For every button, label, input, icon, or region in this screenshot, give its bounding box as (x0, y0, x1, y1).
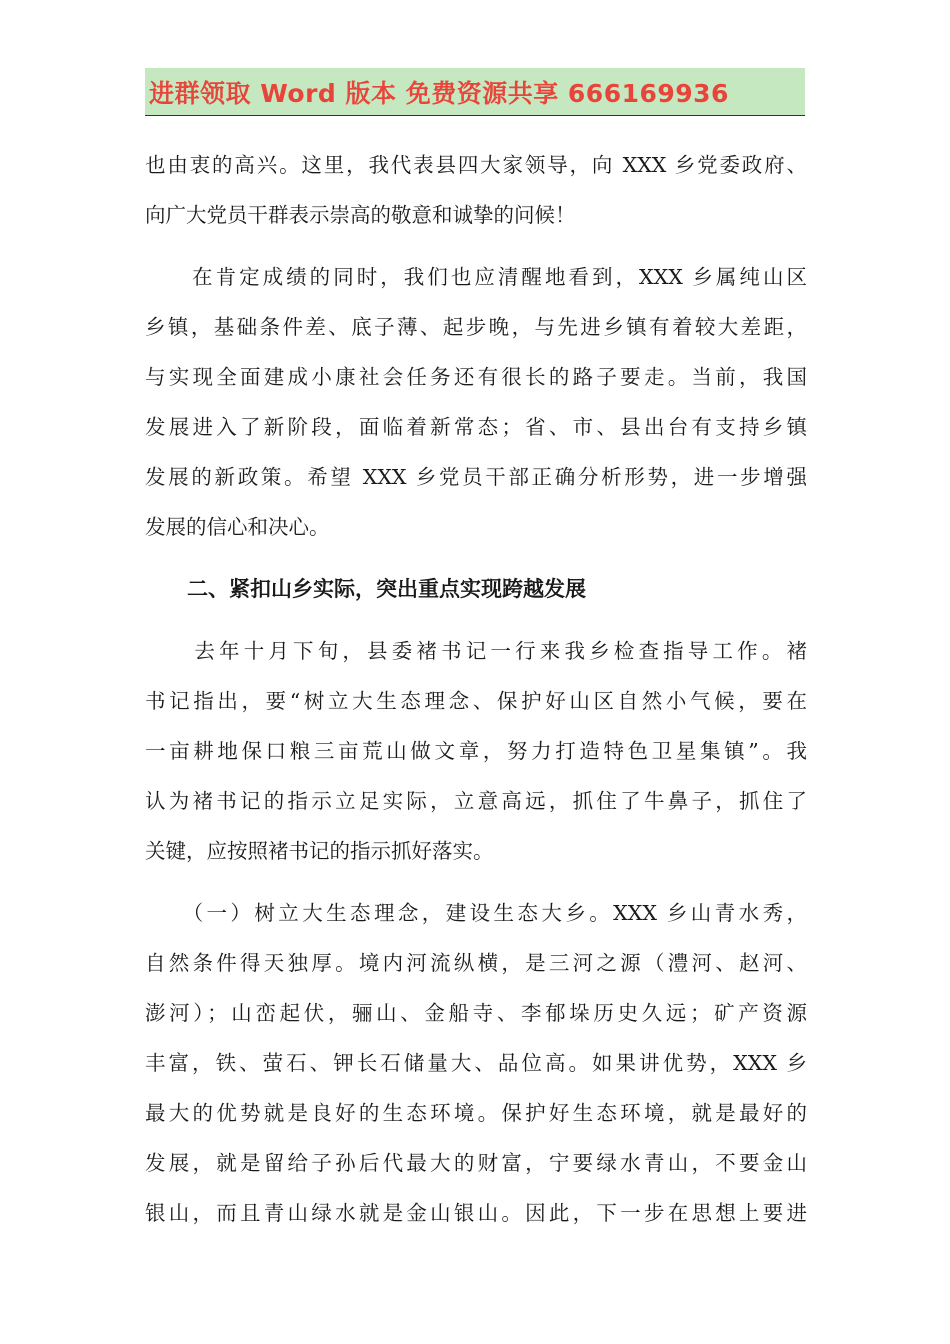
section-heading: 二、紧扣山乡实际，突出重点实现跨越发展 (145, 577, 586, 601)
text-line: 银山，而且青山绿水就是金山银山。因此，下一步在思想上要进 (145, 1201, 807, 1225)
paragraph (145, 626, 807, 876)
text-line: 去年十月下旬，县委褚书记一行来我乡检查指导工作。褚 (145, 639, 807, 663)
text-line: 书记指出，要“树立大生态理念、保护好山区自然小气候，要在 (145, 689, 807, 713)
promo-banner (145, 68, 805, 116)
text-line: 关键，应按照褚书记的指示抓好落实。 (145, 839, 494, 863)
text-line: 一亩耕地保口粮三亩荒山做文章，努力打造特色卫星集镇”。我 (145, 739, 807, 763)
text-line: 澎河）；山峦起伏，骊山、金船寺、李郁垛历史久远；矿产资源 (145, 1001, 807, 1025)
paragraph (145, 888, 807, 1238)
paragraph (145, 252, 807, 552)
promo-banner-text: 进群领取 Word 版本 免费资源共享 666169936 (149, 78, 729, 108)
text-line: 与实现全面建成小康社会任务还有很长的路子要走。当前，我国 (145, 365, 807, 389)
text-line: 最大的优势就是良好的生态环境。保护好生态环境，就是最好的 (145, 1101, 807, 1125)
text-line: 发展的新政策。希望 XXX 乡党员干部正确分析形势，进一步增强 (145, 465, 807, 489)
text-line: （一）树立大生态理念，建设生态大乡。XXX 乡山青水秀， (145, 901, 807, 925)
text-line: 也由衷的高兴。这里，我代表县四大家领导，向 XXX 乡党委政府、 (145, 153, 807, 177)
text-line: 丰富，铁、萤石、钾长石储量大、品位高。如果讲优势，XXX 乡 (145, 1051, 807, 1075)
text-line: 乡镇，基础条件差、底子薄、起步晚，与先进乡镇有着较大差距， (145, 315, 807, 339)
text-line: 自然条件得天独厚。境内河流纵横，是三河之源（澧河、赵河、 (145, 951, 807, 975)
text-line: 向广大党员干群表示崇高的敬意和诚挚的问候！ (145, 203, 576, 227)
text-line: 认为褚书记的指示立足实际，立意高远，抓住了牛鼻子，抓住了 (145, 789, 807, 813)
text-line: 在肯定成绩的同时，我们也应清醒地看到，XXX 乡属纯山区 (145, 265, 807, 289)
text-line: 发展的信心和决心。 (145, 515, 330, 539)
document-body (145, 140, 807, 1238)
text-line: 发展进入了新阶段，面临着新常态；省、市、县出台有支持乡镇 (145, 415, 807, 439)
paragraph (145, 140, 807, 240)
text-line: 发展，就是留给子孙后代最大的财富，宁要绿水青山，不要金山 (145, 1151, 807, 1175)
